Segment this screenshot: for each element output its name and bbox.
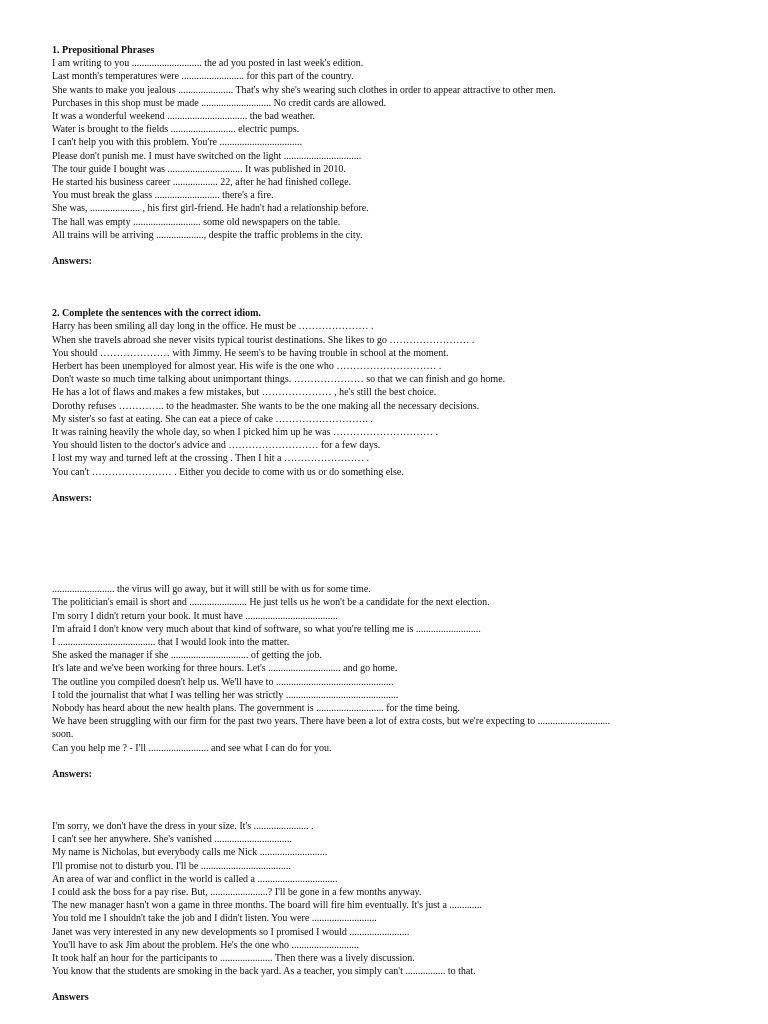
- exercise-line: I told the journalist that what I was telling her was strictly .............................................: [52, 689, 399, 701]
- exercise-line: I am writing to you ............................ the ad you posted in last week's edition.: [52, 58, 364, 70]
- exercise-line: Water is brought to the fields .......................... electric pumps.: [52, 124, 300, 136]
- exercise-line: Nobody has heard about the new health plans. The government is ........................... for the time being.: [52, 702, 461, 714]
- exercise-line: She wants to make you jealous ...................... That's why she's wearing such clothes in order to appear attractive to other men.: [52, 84, 556, 96]
- exercise-line: My sister's so fast at eating. She can eat a piece of cake ………………………. .: [52, 413, 373, 425]
- exercise-line: He started his business career .................. 22, after he had finished college.: [52, 177, 352, 189]
- exercise-line: Purchases in this shop must be made ............................ No credit cards are allowed.: [52, 97, 387, 109]
- exercise-line: Harry has been smiling all day long in the office. He must be ………………… .: [52, 321, 374, 333]
- section-2-heading: 2. Complete the sentences with the correct idiom.: [52, 308, 261, 320]
- exercise-line: The outline you compiled doesn't help us. We'll have to ...............................................: [52, 676, 394, 688]
- section-1-heading: 1. Prepositional Phrases: [52, 45, 155, 56]
- exercise-line: Last month's temperatures were ......................... for this part of the country.: [52, 71, 354, 83]
- answers-label: Answers: [52, 992, 89, 1004]
- exercise-line: It was a wonderful weekend ................................ the bad weather.: [52, 111, 315, 123]
- exercise-line: I ....................................... that I would look into the matter.: [52, 636, 290, 648]
- exercise-line: It's late and we've been working for three hours. Let's ............................. and go home.: [52, 663, 398, 675]
- exercise-line: I'm sorry I didn't return your book. It must have .....................................: [52, 610, 338, 622]
- exercise-line: You should listen to the doctor's advice and ……………………… for a few days.: [52, 440, 381, 452]
- exercise-line: You should ………………… with Jimmy. He seem's to be having trouble in school at the moment.: [52, 347, 449, 359]
- exercise-line: You told me I shouldn't take the job and I didn't listen. You were ..........................: [52, 913, 377, 925]
- exercise-line: She was, .................... , his first girl-friend. He hadn't had a relationship before.: [52, 203, 369, 215]
- exercise-line: She asked the manager if she ............................... of getting the job.: [52, 650, 322, 662]
- exercise-line: Don't waste so much time talking about unimportant things. ………………… so that we can finish and go home.: [52, 374, 506, 386]
- exercise-line: Please don't punish me. I must have switched on the light ...............................: [52, 150, 362, 162]
- answers-label: Answers:: [52, 492, 92, 504]
- worksheet-page: [52, 44, 752, 1005]
- exercise-line: It was raining heavily the whole day, so when I picked him up he was ………………………… .: [52, 427, 438, 439]
- exercise-line: I can't see her anywhere. She's vanished ...............................: [52, 834, 292, 846]
- exercise-line: The new manager hasn't won a game in three months. The board will fire him eventually. It's just a .............: [52, 900, 482, 912]
- exercise-line: Janet was very interested in any new developments so I promised I would ........................: [52, 926, 410, 938]
- exercise-line: The tour guide I bought was .............................. It was published in 2010.: [52, 163, 346, 175]
- exercise-line: He has a lot of flaws and makes a few mistakes, but ………………… , he's still the best choice.: [52, 387, 437, 399]
- exercise-line: I'll promise not to disturb you. I'll be ....................................: [52, 860, 291, 872]
- exercise-line: I'm afraid I don't know very much about that kind of software, so what you're telling me is ..........................: [52, 623, 481, 635]
- exercise-line: When she travels abroad she never visits typical tourist destinations. She likes to go …………………… .: [52, 334, 475, 346]
- answers-label: Answers:: [52, 768, 92, 780]
- exercise-line: My name is Nicholas, but everybody calls me Nick ...........................: [52, 847, 328, 859]
- exercise-line: The politician's email is short and ....................... He just tells us he won't be a candidate for the next election.: [52, 597, 490, 609]
- exercise-line: You know that the students are smoking in the back yard. As a teacher, you simply can't ................ to that.: [52, 966, 476, 978]
- exercise-line: It took half an hour for the participants to ..................... Then there was a lively discussion.: [52, 952, 415, 964]
- exercise-line: All trains will be arriving ..................., despite the traffic problems in the city.: [52, 229, 363, 241]
- exercise-line: You must break the glass .......................... there's a fire.: [52, 190, 274, 202]
- exercise-line: The hall was empty ........................... some old newspapers on the table.: [52, 216, 341, 228]
- exercise-line: Herbert has been unemployed for almost year. His wife is the one who ………………………… .: [52, 361, 442, 373]
- exercise-line: I could ask the boss for a pay rise. But, .......................? I'll be gone in a few months anyway.: [52, 886, 422, 898]
- exercise-line: ......................... the virus will go away, but it will still be with us for some time.: [52, 584, 371, 596]
- exercise-line: Dorothy refuses ………….. to the headmaster. She wants to be the one making all the necessary decisions.: [52, 400, 480, 412]
- answers-label: Answers:: [52, 256, 92, 268]
- exercise-line: You can't …………………… . Either you decide to come with us or do something else.: [52, 466, 404, 478]
- exercise-line: I'm sorry, we don't have the dress in your size. It's ...................... .: [52, 820, 314, 832]
- exercise-line: An area of war and conflict in the world is called a ................................: [52, 873, 338, 885]
- exercise-line: I can't help you with this problem. You're .................................: [52, 137, 302, 149]
- exercise-line: You'll have to ask Jim about the problem. He's the one who ...........................: [52, 939, 360, 951]
- exercise-line: We have been struggling with our firm for the past two years. There have been a lot of extra costs, but we're expecting to .............................: [52, 716, 611, 728]
- exercise-line: I lost my way and turned left at the crossing . Then I hit a …………………… .: [52, 453, 369, 465]
- exercise-line: Can you help me ? - I'll ........................ and see what I can do for you.: [52, 742, 332, 754]
- exercise-line: soon.: [52, 729, 74, 741]
